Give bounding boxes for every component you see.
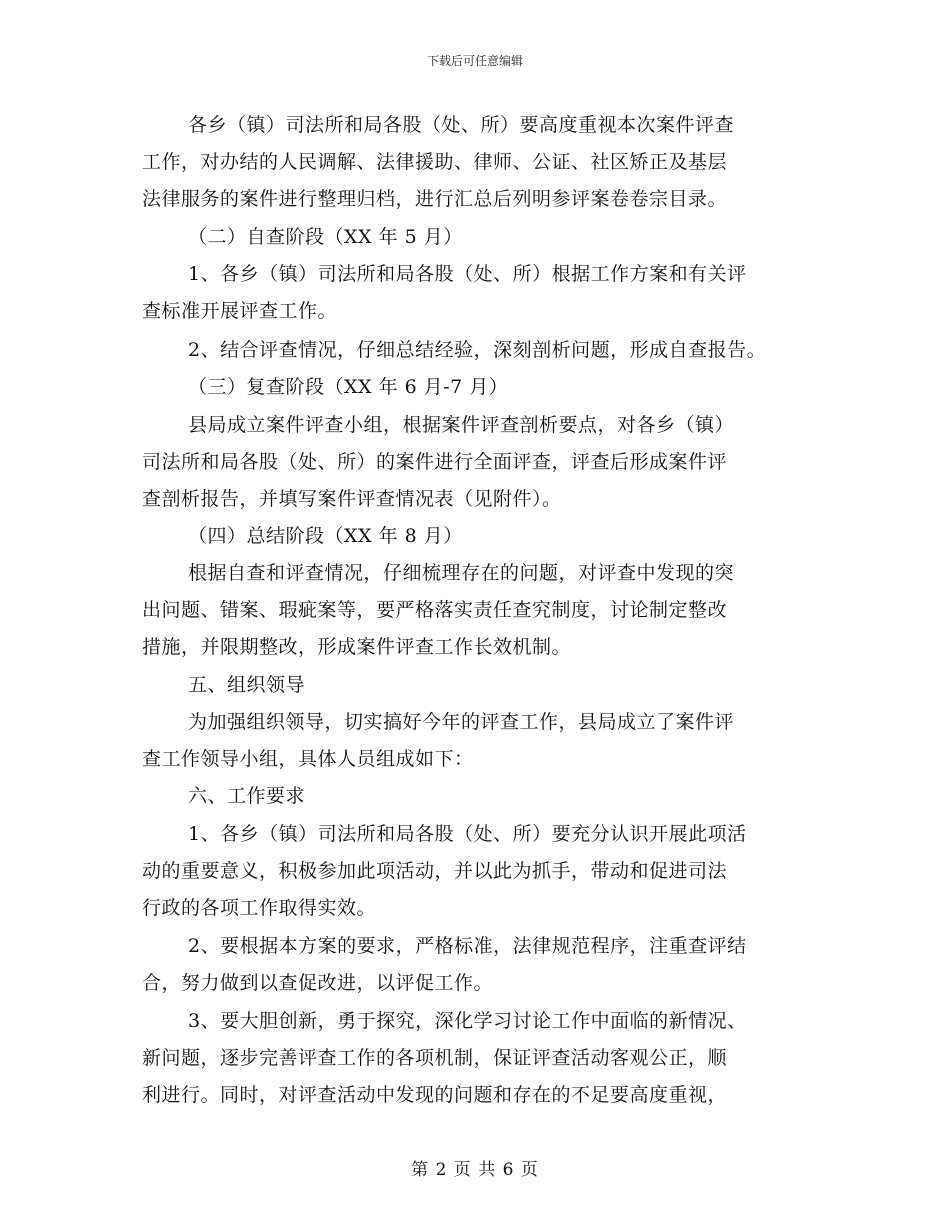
section-heading: （二）自查阶段（XX 年 5 月）	[188, 226, 463, 248]
paragraph-line: 3、要大胆创新，勇于探究，深化学习讨论工作中面临的新情况、	[188, 1010, 747, 1032]
paragraph-line: 查剖析报告，并填写案件评查情况表（见附件）。	[142, 488, 562, 510]
paragraph-line: 新问题，逐步完善评查工作的各项机制，保证评查活动客观公正，顺	[142, 1047, 728, 1069]
paragraph-line: 根据自查和评查情况，仔细梳理存在的问题，对评查中发现的突	[188, 562, 735, 584]
paragraph-line: 法律服务的案件进行整理归档，进行汇总后列明参评案卷卷宗目录。	[142, 188, 728, 210]
section-heading: （四）总结阶段（XX 年 8 月）	[188, 525, 463, 547]
section-heading: 六、工作要求	[188, 785, 306, 807]
section-heading: （三）复查阶段（XX 年 6 月-7 月）	[188, 376, 509, 398]
header-note: 下载后可任意编辑	[426, 54, 523, 68]
paragraph-line: 查工作领导小组，具体人员组成如下：	[142, 748, 474, 770]
paragraph-line: 工作，对办结的人民调解、法律援助、律师、公证、社区矫正及基层	[142, 151, 728, 173]
paragraph-line: 措施，并限期整改，形成案件评查工作长效机制。	[142, 636, 572, 658]
paragraph-line: 为加强组织领导，切实搞好今年的评查工作，县局成立了案件评	[188, 711, 735, 733]
paragraph-line: 各乡（镇）司法所和局各股（处、所）要高度重视本次案件评查	[188, 114, 735, 136]
paragraph-line: 行政的各项工作取得实效。	[142, 897, 377, 919]
paragraph-line: 1、各乡（镇）司法所和局各股（处、所）要充分认识开展此项活	[188, 823, 747, 845]
paragraph-line: 查标准开展评查工作。	[142, 300, 338, 322]
paragraph-line: 合，努力做到以查促改进，以评促工作。	[142, 972, 494, 994]
paragraph-line: 司法所和局各股（处、所）的案件进行全面评查，评查后形成案件评	[142, 451, 728, 473]
paragraph-line: 县局成立案件评查小组，根据案件评查剖析要点，对各乡（镇）	[188, 414, 735, 436]
page-number-footer: 第 2 页 共 6 页	[411, 1160, 539, 1180]
paragraph-line: 利进行。同时，对评查活动中发现的问题和存在的不足要高度重视，	[142, 1084, 728, 1106]
paragraph-line: 1、各乡（镇）司法所和局各股（处、所）根据工作方案和有关评	[188, 263, 747, 285]
section-heading: 五、组织领导	[188, 674, 306, 696]
paragraph-line: 2、结合评查情况，仔细总结经验，深刻剖析问题，形成自查报告。	[188, 339, 767, 361]
paragraph-line: 出问题、错案、瑕疵案等，要严格落实责任查究制度，讨论制定整改	[142, 599, 728, 621]
paragraph-line: 动的重要意义，积极参加此项活动，并以此为抓手，带动和促进司法	[142, 860, 728, 882]
paragraph-line: 2、要根据本方案的要求，严格标准，法律规范程序，注重查评结	[188, 935, 747, 957]
